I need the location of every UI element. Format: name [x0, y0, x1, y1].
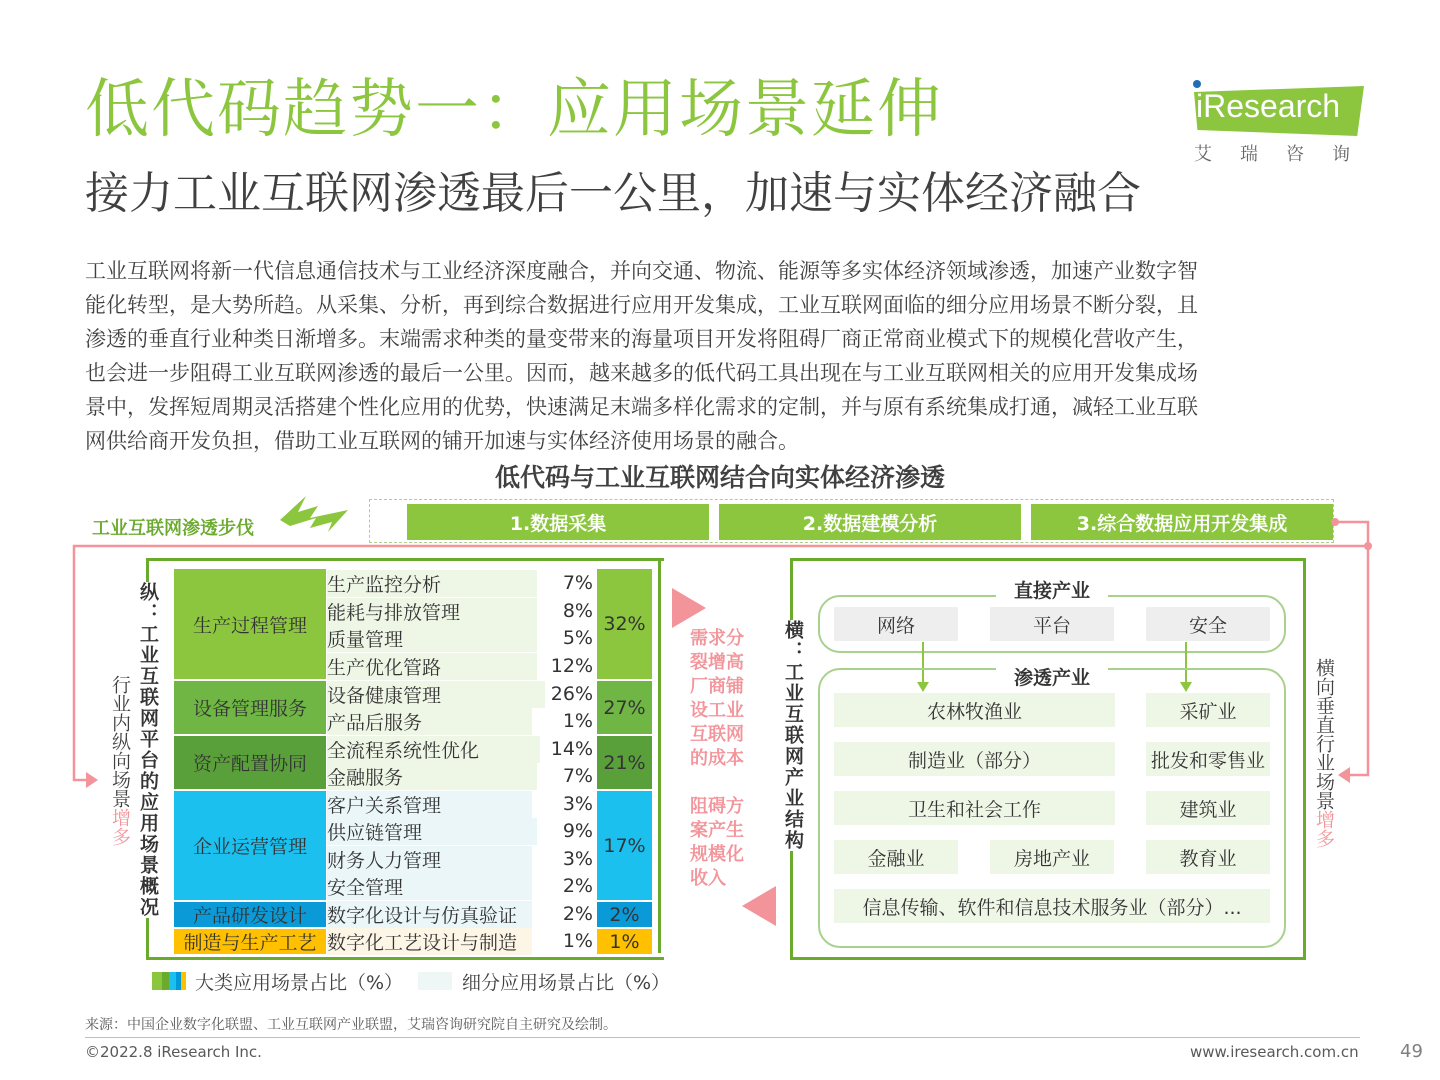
sub-item: 供应链管理: [327, 818, 537, 845]
category-total: 27%: [597, 681, 652, 734]
sub-pct: 1%: [562, 710, 593, 732]
sub-pct: 1%: [562, 930, 593, 952]
category-total: 17%: [597, 791, 652, 900]
sub-pct: 2%: [562, 875, 593, 897]
sub-pct: 7%: [562, 765, 593, 787]
sub-pct: 3%: [562, 848, 593, 870]
sub-item: 设备健康管理: [327, 681, 545, 708]
category-block: 企业运营管理: [174, 791, 326, 900]
right-outer-text: 横向垂直行业场景: [1313, 658, 1335, 810]
penetrate-item: 卫生和社会工作: [834, 791, 1115, 825]
sub-item: 全流程系统性优化: [327, 736, 540, 763]
sub-item: 质量管理: [327, 625, 537, 652]
penetrate-item: 农林牧渔业: [834, 693, 1115, 727]
category-total: 2%: [597, 902, 652, 927]
sub-pct: 9%: [562, 820, 593, 842]
logo-brand: iResearch: [1196, 88, 1341, 124]
sub-item: 能耗与排放管理: [327, 598, 537, 625]
source-note: 来源：中国企业数字化联盟、工业互联网产业联盟，艾瑞咨询研究院自主研究及绘制。: [85, 1017, 617, 1033]
sub-item: 生产优化管路: [327, 653, 537, 680]
sub-pct: 3%: [562, 793, 593, 815]
step-3: 3.综合数据应用开发集成: [1031, 504, 1333, 540]
right-outer-accent: 增多: [1313, 810, 1335, 848]
penetrate-item: 建筑业: [1146, 791, 1270, 825]
sub-item: 数字化设计与仿真验证: [327, 901, 532, 928]
sub-item: 财务人力管理: [327, 846, 532, 873]
steps-label: 工业互联网渗透步伐: [92, 518, 254, 539]
sub-pct: 5%: [562, 627, 593, 649]
category-total: 1%: [597, 929, 652, 954]
middle-text-1: 需求分裂增高厂商铺设工业互联网的成本: [690, 628, 744, 769]
right-vertical-label: 横：工业互联网产业结构: [777, 620, 809, 851]
left-outer-accent: 增多: [109, 808, 131, 846]
penetrate-item: 制造业（部分）: [834, 742, 1115, 776]
body-line: 网供给商开发负担，借助工业互联网的铺开加速与实体经济使用场景的融合。: [85, 429, 799, 453]
penetrate-item: 采矿业: [1146, 693, 1270, 727]
sub-pct: 26%: [550, 683, 593, 705]
category-total: 21%: [597, 736, 652, 789]
body-line: 也会进一步阻碍工业互联网渗透的最后一公里。因而，越来越多的低代码工具出现在与工业互联网相关的应用开发集成场: [85, 361, 1198, 385]
middle-text-2: 阻碍方案产生规模化收入: [690, 796, 744, 889]
penetrate-item: 金融业: [834, 840, 958, 874]
left-vertical-label: 纵：工业互联网平台的应用场景概况: [132, 582, 164, 918]
page-number: 49: [1400, 1041, 1423, 1062]
penetrate-item: 教育业: [1146, 840, 1270, 874]
body-line: 能化转型，是大势所趋。从采集、分析，再到综合数据进行应用开发集成，工业互联网面临的细分应用场景不断分裂，且: [85, 293, 1198, 317]
direct-item: 安全: [1146, 607, 1270, 641]
sub-pct: 2%: [562, 903, 593, 925]
penetrate-item: 房地产业: [990, 840, 1114, 874]
legend-minor: 细分应用场景占比（%）: [462, 972, 671, 994]
body-line: 工业互联网将新一代信息通信技术与工业经济深度融合，并向交通、物流、能源等多实体经济领域渗透，加速产业数字智: [85, 259, 1198, 283]
page-subtitle: 接力工业互联网渗透最后一公里，加速与实体经济融合: [85, 168, 1141, 219]
body-line: 景中，发挥短周期灵活搭建个性化应用的优势，快速满足末端多样化需求的定制，并与原有系统集成打通，减轻工业互联: [85, 395, 1198, 419]
step-2: 2.数据建模分析: [719, 504, 1021, 540]
legend-major: 大类应用场景占比（%）: [195, 972, 404, 994]
sub-pct: 7%: [562, 572, 593, 594]
penetrate-item: 批发和零售业: [1146, 742, 1270, 776]
page-title: 低代码趋势一：应用场景延伸: [85, 73, 943, 147]
category-block: 生产过程管理: [174, 569, 326, 679]
penetrate-industry-label: 渗透产业: [996, 667, 1108, 689]
category-block: 资产配置协同: [174, 736, 326, 789]
direct-industry-label: 直接产业: [996, 580, 1108, 602]
direct-item: 网络: [834, 607, 958, 641]
sub-item: 产品后服务: [327, 708, 532, 735]
category-block: 产品研发设计: [174, 902, 326, 927]
body-line: 渗透的垂直行业种类日渐增多。末端需求种类的量变带来的海量项目开发将阻碍厂商正常商业模式下的规模化营收产生，: [85, 327, 1198, 351]
penetrate-industry-label-wrap: [818, 663, 1286, 690]
sub-pct: 14%: [550, 738, 593, 760]
sub-pct: 8%: [562, 600, 593, 622]
step-1: 1.数据采集: [407, 504, 709, 540]
left-outer-text: 行业内纵向场景: [109, 675, 131, 808]
sub-item: 安全管理: [327, 873, 532, 900]
website-link[interactable]: www.iresearch.com.cn: [1190, 1043, 1359, 1061]
category-block: 制造与生产工艺: [174, 929, 326, 954]
sub-item: 生产监控分析: [327, 570, 537, 597]
sub-item: 金融服务: [327, 763, 537, 790]
logo-sub: 艾瑞咨询: [1194, 144, 1378, 165]
sub-item: 客户关系管理: [327, 791, 532, 818]
category-total: 32%: [597, 569, 652, 679]
direct-item: 平台: [990, 607, 1114, 641]
copyright: ©2022.8 iResearch Inc.: [85, 1043, 262, 1061]
diagram-title: 低代码与工业互联网结合向实体经济渗透: [494, 463, 945, 492]
sub-item: 数字化工艺设计与制造: [327, 928, 532, 955]
penetrate-item: 信息传输、软件和信息技术服务业（部分）...: [834, 889, 1270, 923]
sub-pct: 12%: [550, 655, 593, 677]
category-block: 设备管理服务: [174, 681, 326, 734]
footer-divider: [85, 1037, 1360, 1038]
